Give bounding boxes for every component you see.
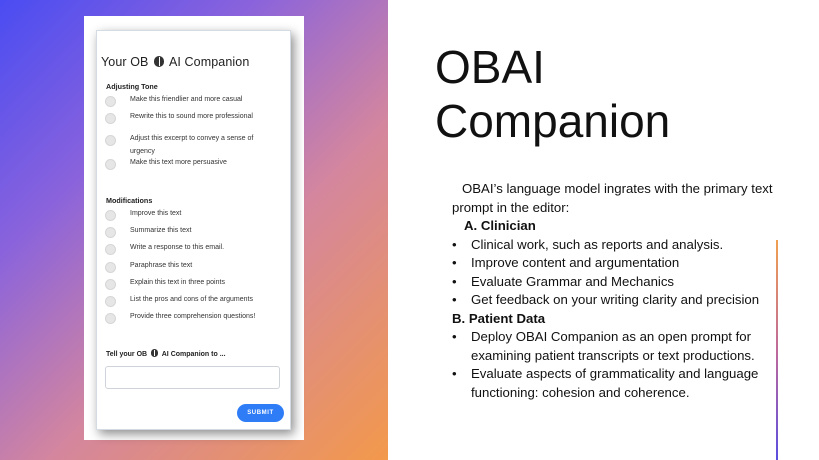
option-label: Explain this text in three points (130, 279, 225, 286)
modification-option[interactable] (105, 210, 280, 221)
section-a-heading: A. Clinician (464, 218, 536, 233)
list-item: • Deploy OBAI Companion as an open prompt for examining patient transcripts or text productions. (452, 328, 782, 365)
form-title-suffix: AI Companion (168, 55, 250, 69)
radio-button[interactable] (105, 244, 116, 255)
intro-paragraph: OBAI’s language model ingrates with the primary text prompt in the editor: (452, 181, 773, 215)
option-label: List the pros and cons of the arguments (130, 296, 253, 303)
brain-icon (151, 349, 158, 357)
radio-button[interactable] (105, 159, 116, 170)
option-label: Paraphrase this text (130, 262, 193, 269)
list-item: • Get feedback on your writing clarity and precision (452, 291, 782, 310)
tone-option[interactable] (105, 96, 280, 107)
radio-button[interactable] (105, 279, 116, 290)
modification-option[interactable] (105, 296, 280, 307)
list-item: • Evaluate Grammar and Mechanics (452, 273, 782, 292)
prompt-input[interactable] (105, 366, 280, 389)
option-label: Summarize this text (130, 227, 192, 234)
prompt-label (106, 349, 226, 358)
tone-section-label: Adjusting Tone (106, 82, 158, 91)
modification-option[interactable] (105, 279, 280, 290)
option-label: Make this friendlier and more casual (130, 96, 243, 103)
ai-companion-form (96, 30, 291, 430)
option-label: Write a response to this email. (130, 244, 225, 251)
clinician-list (452, 236, 782, 310)
option-label: Improve this text (130, 210, 182, 217)
tone-option[interactable] (105, 159, 280, 170)
patient-data-list (452, 328, 782, 402)
list-item: • Evaluate aspects of grammaticality and language functioning: cohesion and coherence. (452, 365, 782, 402)
radio-button[interactable] (105, 135, 116, 146)
form-title-prefix: Your OB (101, 55, 149, 69)
modification-option[interactable] (105, 227, 280, 238)
submit-button[interactable]: SUBMIT (237, 404, 284, 422)
modification-option[interactable] (105, 244, 280, 255)
radio-button[interactable] (105, 227, 116, 238)
radio-button[interactable] (105, 113, 116, 124)
modifications-section-label: Modifications (106, 196, 153, 205)
brain-icon (154, 56, 164, 67)
list-item: • Improve content and argumentation (452, 254, 782, 273)
radio-button[interactable] (105, 313, 116, 324)
accent-divider (776, 240, 778, 460)
tone-option[interactable] (105, 135, 280, 158)
prompt-label-suffix: AI Companion to ... (161, 351, 226, 358)
prompt-label-prefix: Tell your OB (106, 351, 148, 358)
radio-button[interactable] (105, 296, 116, 307)
option-label: Provide three comprehension questions! (130, 313, 256, 320)
slide-title-line: OBAI (435, 41, 545, 93)
modification-option[interactable] (105, 313, 280, 324)
slide-title (435, 40, 670, 148)
option-label: Rewrite this to sound more professional (130, 113, 253, 120)
form-title (101, 55, 249, 69)
modification-option[interactable] (105, 262, 280, 273)
slide-title-line: Companion (435, 95, 671, 147)
slide-body (452, 180, 782, 402)
radio-button[interactable] (105, 262, 116, 273)
section-b-heading: B. Patient Data (452, 310, 546, 326)
radio-button[interactable] (105, 210, 116, 221)
radio-button[interactable] (105, 96, 116, 107)
option-label: Adjust this excerpt to convey a sense of urgency (130, 135, 254, 155)
option-label: Make this text more persuasive (130, 159, 227, 166)
list-item: • Clinical work, such as reports and analysis. (452, 236, 782, 255)
tone-option[interactable] (105, 113, 280, 124)
